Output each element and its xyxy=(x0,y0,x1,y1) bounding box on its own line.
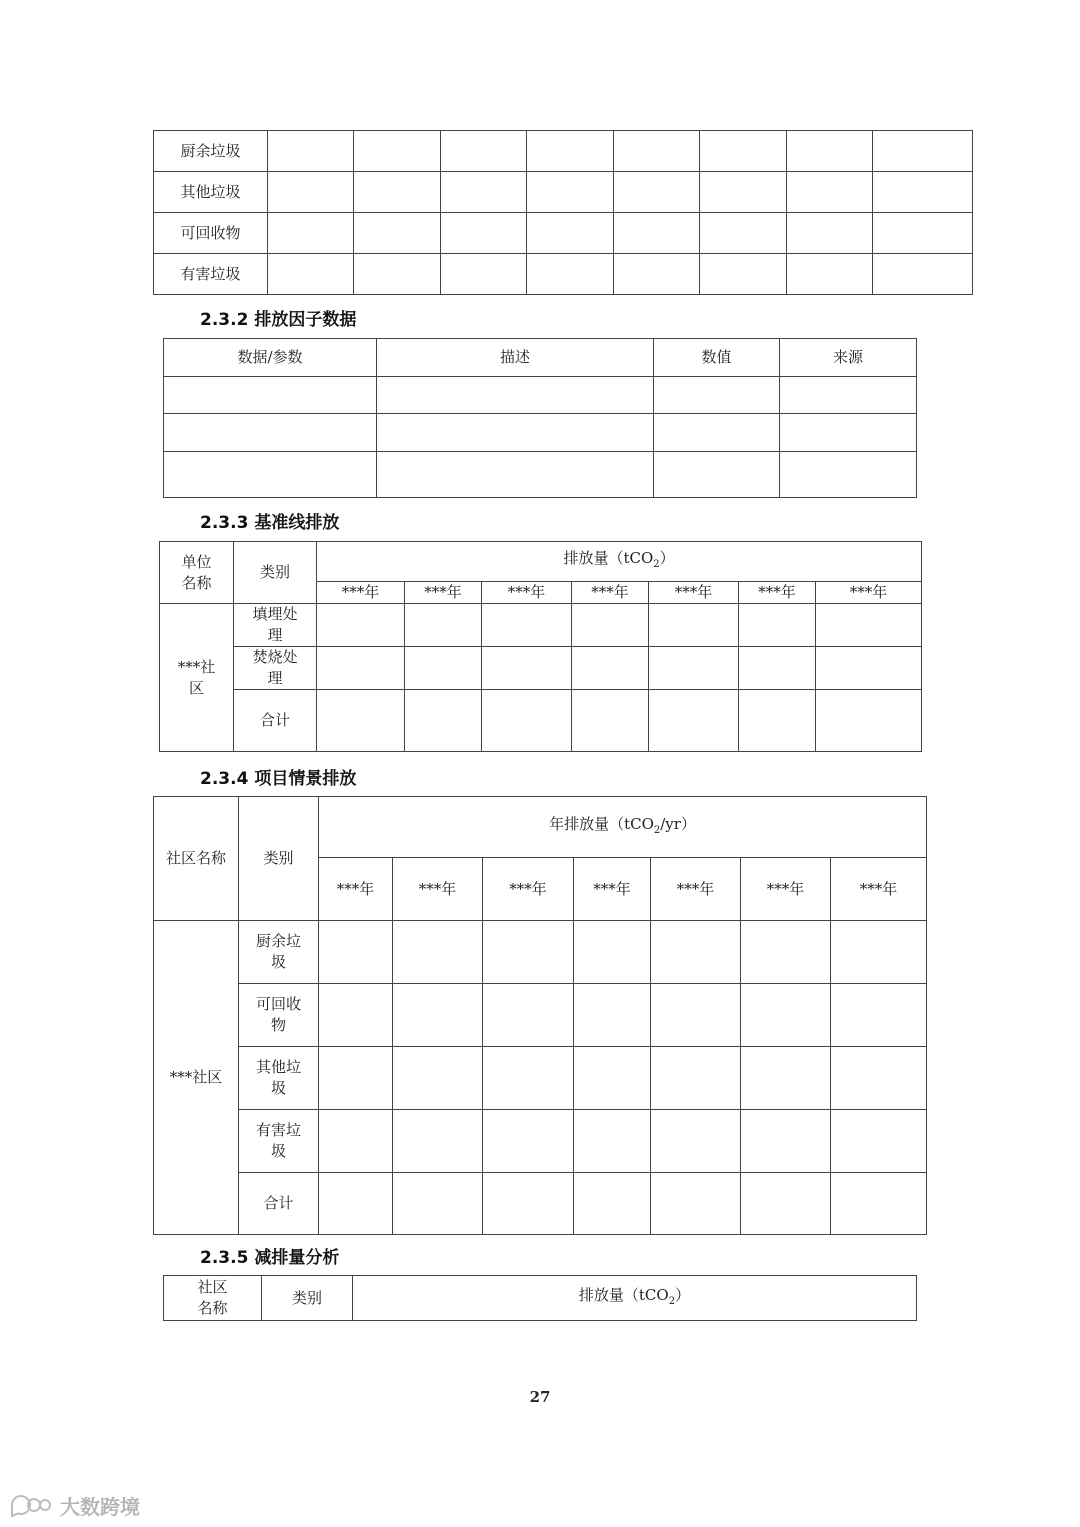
table-cell xyxy=(787,213,873,254)
waste-type-label: 厨余垃圾 xyxy=(154,131,268,172)
section-heading-235: 2.3.5 减排量分析 xyxy=(200,1248,340,1268)
community-cell: ***社区 xyxy=(154,921,239,1235)
table-cell xyxy=(441,131,527,172)
table-row xyxy=(154,984,927,1047)
table-row xyxy=(154,131,973,172)
project-emission-table xyxy=(153,796,927,1235)
table-cell xyxy=(873,213,973,254)
waste-type-label: 可回收物 xyxy=(154,213,268,254)
table-cell xyxy=(873,131,973,172)
table-row xyxy=(154,1173,927,1235)
table-cell xyxy=(441,254,527,295)
table-cell xyxy=(164,414,377,452)
table-cell xyxy=(527,213,614,254)
watermark-text: 大数跨境 xyxy=(60,1494,140,1519)
header-community-name: 社区名称 xyxy=(164,1276,262,1321)
table-row xyxy=(154,172,973,213)
table-cell xyxy=(787,131,873,172)
table-cell xyxy=(574,1047,651,1110)
table-cell xyxy=(700,131,787,172)
header-unit-name: 单位名称 xyxy=(160,542,234,604)
table-cell xyxy=(354,213,441,254)
header-category: 类别 xyxy=(234,542,317,604)
category-cell: 厨余垃圾 xyxy=(239,921,319,984)
table-cell xyxy=(268,213,354,254)
table-cell xyxy=(393,984,483,1047)
table-cell xyxy=(787,254,873,295)
category-cell: 有害垃圾 xyxy=(239,1110,319,1173)
table-cell xyxy=(741,984,831,1047)
section-heading-234: 2.3.4 项目情景排放 xyxy=(200,769,357,789)
table-cell xyxy=(831,1047,927,1110)
table-cell xyxy=(393,1047,483,1110)
table-cell xyxy=(319,921,393,984)
category-cell: 合计 xyxy=(234,690,317,752)
year-header: ***年 xyxy=(319,858,393,921)
table-cell xyxy=(654,377,780,414)
table-cell xyxy=(700,213,787,254)
table-cell xyxy=(831,1110,927,1173)
header-emission: 排放量（tCO$_2$） xyxy=(317,542,922,582)
table-cell xyxy=(483,1173,574,1235)
table-cell xyxy=(483,1047,574,1110)
table-cell xyxy=(377,414,654,452)
year-header: ***年 xyxy=(574,858,651,921)
table-cell xyxy=(164,452,377,498)
table-cell xyxy=(741,1047,831,1110)
waste-type-table xyxy=(153,130,973,295)
table-cell xyxy=(614,254,700,295)
table-cell xyxy=(393,1110,483,1173)
header-value: 数值 xyxy=(654,339,780,377)
section-heading-233: 2.3.3 基准线排放 xyxy=(200,513,340,533)
header-community-name: 社区名称 xyxy=(154,797,239,921)
table-cell xyxy=(787,172,873,213)
community-cell: ***社区 xyxy=(160,604,234,752)
table-cell xyxy=(527,254,614,295)
table-cell xyxy=(651,921,741,984)
table-cell xyxy=(614,131,700,172)
table-row xyxy=(154,213,973,254)
year-header: ***年 xyxy=(816,582,922,604)
section-heading-232: 2.3.2 排放因子数据 xyxy=(200,310,357,330)
table-cell xyxy=(354,131,441,172)
table-cell xyxy=(831,1173,927,1235)
table-cell xyxy=(654,414,780,452)
year-header: ***年 xyxy=(572,582,649,604)
table-row xyxy=(154,254,973,295)
table-row xyxy=(154,1047,927,1110)
category-cell: 填埋处理 xyxy=(234,604,317,647)
table-cell xyxy=(614,213,700,254)
table-cell xyxy=(319,984,393,1047)
header-category: 类别 xyxy=(262,1276,353,1321)
category-cell: 其他垃圾 xyxy=(239,1047,319,1110)
table-cell xyxy=(780,414,917,452)
year-header: ***年 xyxy=(739,582,816,604)
watermark xyxy=(8,1490,140,1520)
year-header: ***年 xyxy=(483,858,574,921)
table-cell xyxy=(873,172,973,213)
table-cell xyxy=(741,1173,831,1235)
table-cell xyxy=(741,1110,831,1173)
page-number: 27 xyxy=(529,1388,551,1406)
header-annual-emission: 年排放量（tCO$_2$/yr） xyxy=(319,797,927,858)
table-cell xyxy=(700,172,787,213)
header-emission: 排放量（tCO$_2$） xyxy=(353,1276,917,1321)
year-header: ***年 xyxy=(649,582,739,604)
table-cell xyxy=(651,1047,741,1110)
table-cell xyxy=(377,452,654,498)
category-cell: 可回收物 xyxy=(239,984,319,1047)
year-header: ***年 xyxy=(405,582,482,604)
header-description: 描述 xyxy=(377,339,654,377)
table-cell xyxy=(700,254,787,295)
table-cell xyxy=(574,1173,651,1235)
year-header: ***年 xyxy=(317,582,405,604)
year-header: ***年 xyxy=(393,858,483,921)
table-cell xyxy=(780,377,917,414)
table-cell xyxy=(441,213,527,254)
category-cell: 焚烧处理 xyxy=(234,647,317,690)
table-cell xyxy=(831,921,927,984)
waste-type-label: 有害垃圾 xyxy=(154,254,268,295)
year-header: ***年 xyxy=(651,858,741,921)
table-cell xyxy=(483,984,574,1047)
table-cell xyxy=(614,172,700,213)
table-cell xyxy=(574,1110,651,1173)
table-cell xyxy=(377,377,654,414)
year-header: ***年 xyxy=(831,858,927,921)
table-cell xyxy=(483,1110,574,1173)
waste-type-label: 其他垃圾 xyxy=(154,172,268,213)
table-cell xyxy=(651,1173,741,1235)
header-source: 来源 xyxy=(780,339,917,377)
table-cell xyxy=(741,921,831,984)
table-cell xyxy=(654,452,780,498)
table-cell xyxy=(441,172,527,213)
table-cell xyxy=(164,377,377,414)
table-row xyxy=(154,921,927,984)
reduction-analysis-table xyxy=(163,1275,917,1321)
table-cell xyxy=(780,452,917,498)
table-cell xyxy=(354,254,441,295)
table-cell xyxy=(574,921,651,984)
table-cell xyxy=(319,1110,393,1173)
table-cell xyxy=(873,254,973,295)
table-cell xyxy=(319,1173,393,1235)
table-cell xyxy=(527,172,614,213)
table-cell xyxy=(268,131,354,172)
year-header: ***年 xyxy=(741,858,831,921)
baseline-emission-table xyxy=(159,541,922,752)
table-cell xyxy=(527,131,614,172)
table-cell xyxy=(651,984,741,1047)
year-header: ***年 xyxy=(482,582,572,604)
chat-bubble-logo-icon xyxy=(8,1492,52,1518)
category-cell: 合计 xyxy=(239,1173,319,1235)
header-data-param: 数据/参数 xyxy=(164,339,377,377)
table-cell xyxy=(393,921,483,984)
emission-factor-table xyxy=(163,338,917,498)
table-row xyxy=(154,1110,927,1173)
table-cell xyxy=(651,1110,741,1173)
table-cell xyxy=(483,921,574,984)
header-category: 类别 xyxy=(239,797,319,921)
table-cell xyxy=(831,984,927,1047)
table-cell xyxy=(319,1047,393,1110)
table-cell xyxy=(574,984,651,1047)
table-cell xyxy=(268,254,354,295)
table-cell xyxy=(393,1173,483,1235)
table-cell xyxy=(354,172,441,213)
table-cell xyxy=(268,172,354,213)
